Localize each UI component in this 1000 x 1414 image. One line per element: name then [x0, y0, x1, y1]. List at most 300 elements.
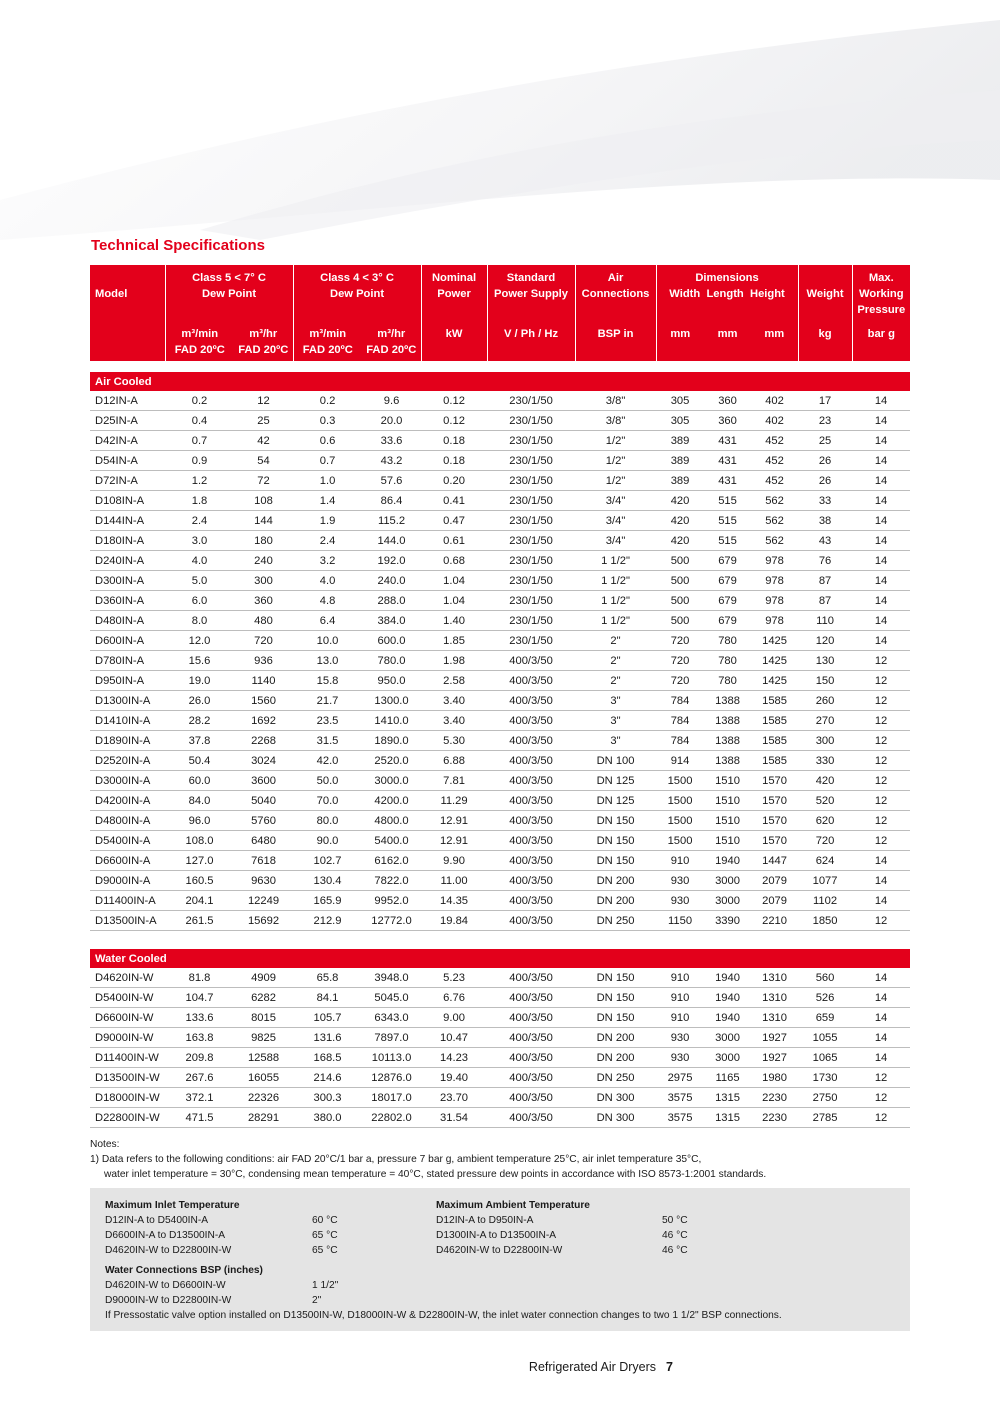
cell-nominal-power: 0.41: [421, 491, 487, 511]
table-row: [90, 831, 910, 851]
cell-model: D4200IN-A: [90, 791, 165, 811]
cell-model: D9000IN-W: [90, 1028, 165, 1048]
cell-nominal-power: 19.84: [421, 911, 487, 931]
header-model: Model: [90, 265, 165, 318]
cell-length: 1510: [704, 791, 751, 811]
cell-air-connection: DN 150: [575, 968, 656, 988]
cell-class4-flow-min: 6.4: [293, 611, 362, 631]
cell-class4-flow-hr: 5045.0: [362, 988, 421, 1008]
info-value: 65 °C: [312, 1230, 338, 1241]
info-label: D9000IN-W to D22800IN-W: [105, 1295, 232, 1306]
unit-width: mm: [656, 318, 704, 361]
cell-height: 452: [751, 431, 798, 451]
cell-width: 1500: [656, 791, 704, 811]
cell-class5-flow-hr: 54: [234, 451, 293, 471]
cell-air-connection: 1/2": [575, 431, 656, 451]
cell-class5-flow-min: 261.5: [165, 911, 234, 931]
cell-class4-flow-min: 1.4: [293, 491, 362, 511]
pressostatic-note: If Pressostatic valve option installed on D13500IN-W, D18000IN-W & D22800IN-W, the inlet water connection changes to two 1 1/2" BSP connections.: [105, 1310, 782, 1321]
cell-model: D18000IN-W: [90, 1088, 165, 1108]
cell-power-supply: 400/3/50: [487, 911, 575, 931]
table-row: [90, 1048, 910, 1068]
table-row: [90, 791, 910, 811]
info-value: 2": [312, 1295, 322, 1306]
cell-length: 1165: [704, 1068, 751, 1088]
table-row: [90, 751, 910, 771]
cell-power-supply: 400/3/50: [487, 811, 575, 831]
cell-class4-flow-hr: 1410.0: [362, 711, 421, 731]
cell-max-pressure: 12: [852, 731, 910, 751]
water-cooled-body: [90, 931, 910, 1128]
unit-class4-min: m³/min FAD 20ºC: [293, 318, 362, 361]
info-label: D4620IN-W to D22800IN-W: [105, 1245, 232, 1256]
cell-max-pressure: 12: [852, 1108, 910, 1128]
cell-length: 679: [704, 571, 751, 591]
cell-width: 500: [656, 571, 704, 591]
cell-class4-flow-min: 380.0: [293, 1108, 362, 1128]
cell-height: 562: [751, 491, 798, 511]
cell-length: 1510: [704, 831, 751, 851]
cell-class5-flow-min: 37.8: [165, 731, 234, 751]
cell-height: 1570: [751, 811, 798, 831]
cell-class5-flow-min: 1.2: [165, 471, 234, 491]
cell-model: D950IN-A: [90, 671, 165, 691]
cell-max-pressure: 12: [852, 1068, 910, 1088]
cell-air-connection: 1/2": [575, 471, 656, 491]
cell-class4-flow-min: 102.7: [293, 851, 362, 871]
cell-length: 1940: [704, 968, 751, 988]
cell-max-pressure: 14: [852, 531, 910, 551]
water-connections-block: [105, 1263, 405, 1308]
unit-vph: V / Ph / Hz: [487, 318, 575, 361]
cell-weight: 17: [798, 391, 852, 411]
cell-width: 720: [656, 671, 704, 691]
notes-heading: Notes:: [90, 1139, 120, 1150]
cell-power-supply: 400/3/50: [487, 751, 575, 771]
cell-length: 515: [704, 511, 751, 531]
cell-width: 3575: [656, 1108, 704, 1128]
cell-height: 2230: [751, 1108, 798, 1128]
cell-weight: 300: [798, 731, 852, 751]
cell-class4-flow-hr: 780.0: [362, 651, 421, 671]
cell-class5-flow-min: 1.8: [165, 491, 234, 511]
cell-width: 2975: [656, 1068, 704, 1088]
cell-length: 1510: [704, 811, 751, 831]
cell-length: 679: [704, 591, 751, 611]
cell-nominal-power: 19.40: [421, 1068, 487, 1088]
cell-model: D11400IN-W: [90, 1048, 165, 1068]
cell-air-connection: 3": [575, 731, 656, 751]
cell-model: D180IN-A: [90, 531, 165, 551]
cell-power-supply: 230/1/50: [487, 551, 575, 571]
cell-air-connection: 1 1/2": [575, 551, 656, 571]
cell-nominal-power: 0.61: [421, 531, 487, 551]
cell-air-connection: DN 200: [575, 891, 656, 911]
cell-weight: 23: [798, 411, 852, 431]
cell-power-supply: 230/1/50: [487, 411, 575, 431]
table-row: [90, 1068, 910, 1088]
cell-height: 1425: [751, 651, 798, 671]
info-row: [105, 1228, 405, 1243]
cell-air-connection: 3/4": [575, 491, 656, 511]
cell-nominal-power: 11.29: [421, 791, 487, 811]
cell-nominal-power: 1.98: [421, 651, 487, 671]
cell-weight: 2750: [798, 1088, 852, 1108]
cell-class4-flow-hr: 12772.0: [362, 911, 421, 931]
cell-class4-flow-hr: 9952.0: [362, 891, 421, 911]
unit-kw: kW: [421, 318, 487, 361]
cell-weight: 38: [798, 511, 852, 531]
cell-width: 305: [656, 391, 704, 411]
cell-power-supply: 400/3/50: [487, 791, 575, 811]
cell-class4-flow-hr: 3948.0: [362, 968, 421, 988]
cell-width: 720: [656, 631, 704, 651]
cell-air-connection: 1 1/2": [575, 611, 656, 631]
cell-model: D13500IN-W: [90, 1068, 165, 1088]
cell-width: 1500: [656, 771, 704, 791]
cell-height: 1585: [751, 711, 798, 731]
cell-length: 1388: [704, 691, 751, 711]
spec-table: [90, 265, 910, 1128]
cell-class5-flow-min: 267.6: [165, 1068, 234, 1088]
cell-length: 431: [704, 431, 751, 451]
cell-height: 1447: [751, 851, 798, 871]
cell-weight: 659: [798, 1008, 852, 1028]
cell-power-supply: 400/3/50: [487, 1068, 575, 1088]
cell-model: D1890IN-A: [90, 731, 165, 751]
cell-height: 1310: [751, 988, 798, 1008]
cell-height: 978: [751, 591, 798, 611]
cell-height: 2210: [751, 911, 798, 931]
cell-model: D144IN-A: [90, 511, 165, 531]
info-label: D4620IN-W to D6600IN-W: [105, 1280, 226, 1291]
cell-class5-flow-min: 372.1: [165, 1088, 234, 1108]
cell-model: D6600IN-A: [90, 851, 165, 871]
cell-max-pressure: 14: [852, 851, 910, 871]
cell-nominal-power: 0.12: [421, 411, 487, 431]
info-label: D12IN-A to D5400IN-A: [105, 1215, 209, 1226]
cell-weight: 25: [798, 431, 852, 451]
header-row-titles: [90, 265, 910, 318]
cell-power-supply: 400/3/50: [487, 871, 575, 891]
cell-length: 780: [704, 671, 751, 691]
cell-class4-flow-min: 131.6: [293, 1028, 362, 1048]
cell-weight: 526: [798, 988, 852, 1008]
cell-length: 431: [704, 451, 751, 471]
info-row: [105, 1293, 405, 1308]
cell-height: 1585: [751, 751, 798, 771]
cell-class4-flow-min: 168.5: [293, 1048, 362, 1068]
table-row: [90, 471, 910, 491]
header-row-units: [90, 318, 910, 361]
table-row: [90, 551, 910, 571]
cell-air-connection: 2": [575, 631, 656, 651]
cell-model: D42IN-A: [90, 431, 165, 451]
cell-weight: 110: [798, 611, 852, 631]
table-row: [90, 811, 910, 831]
background-swoosh: [0, 0, 1000, 260]
table-row: [90, 671, 910, 691]
cell-model: D5400IN-A: [90, 831, 165, 851]
cell-air-connection: 3/8": [575, 391, 656, 411]
table-row: [90, 1088, 910, 1108]
header-class4: Class 4 < 3° C Dew Point: [293, 265, 421, 318]
cell-max-pressure: 14: [852, 968, 910, 988]
cell-max-pressure: 14: [852, 451, 910, 471]
cell-max-pressure: 14: [852, 1028, 910, 1048]
cell-class5-flow-min: 19.0: [165, 671, 234, 691]
cell-class5-flow-hr: 108: [234, 491, 293, 511]
cell-class5-flow-hr: 480: [234, 611, 293, 631]
header-class5: Class 5 < 7° C Dew Point: [165, 265, 293, 318]
table-row: [90, 1028, 910, 1048]
cell-class4-flow-hr: 6343.0: [362, 1008, 421, 1028]
cell-max-pressure: 12: [852, 671, 910, 691]
cell-max-pressure: 14: [852, 591, 910, 611]
cell-nominal-power: 7.81: [421, 771, 487, 791]
cell-class5-flow-hr: 22326: [234, 1088, 293, 1108]
cell-nominal-power: 11.00: [421, 871, 487, 891]
cell-class4-flow-hr: 3000.0: [362, 771, 421, 791]
cell-model: D72IN-A: [90, 471, 165, 491]
cell-class4-flow-hr: 240.0: [362, 571, 421, 591]
cell-nominal-power: 31.54: [421, 1108, 487, 1128]
cell-class4-flow-hr: 2520.0: [362, 751, 421, 771]
cell-max-pressure: 12: [852, 691, 910, 711]
table-row: [90, 511, 910, 531]
table-row: [90, 691, 910, 711]
cell-weight: 120: [798, 631, 852, 651]
cell-class5-flow-min: 2.4: [165, 511, 234, 531]
cell-width: 420: [656, 531, 704, 551]
cell-height: 1570: [751, 831, 798, 851]
unit-length: mm: [704, 318, 751, 361]
cell-class4-flow-min: 1.0: [293, 471, 362, 491]
cell-nominal-power: 9.00: [421, 1008, 487, 1028]
cell-air-connection: 2": [575, 671, 656, 691]
cell-class4-flow-hr: 33.6: [362, 431, 421, 451]
cell-max-pressure: 12: [852, 751, 910, 771]
cell-height: 1585: [751, 731, 798, 751]
cell-model: D11400IN-A: [90, 891, 165, 911]
cell-weight: 720: [798, 831, 852, 851]
cell-power-supply: 400/3/50: [487, 1008, 575, 1028]
cell-max-pressure: 12: [852, 811, 910, 831]
cell-class4-flow-hr: 12876.0: [362, 1068, 421, 1088]
cell-class5-flow-min: 60.0: [165, 771, 234, 791]
cell-air-connection: DN 150: [575, 1008, 656, 1028]
cell-max-pressure: 12: [852, 651, 910, 671]
cell-weight: 420: [798, 771, 852, 791]
cell-air-connection: DN 200: [575, 871, 656, 891]
cell-class4-flow-min: 4.0: [293, 571, 362, 591]
cell-weight: 130: [798, 651, 852, 671]
cell-air-connection: 3/8": [575, 411, 656, 431]
cell-width: 305: [656, 411, 704, 431]
cell-class4-flow-min: 42.0: [293, 751, 362, 771]
cell-model: D360IN-A: [90, 591, 165, 611]
cell-air-connection: 3/4": [575, 531, 656, 551]
cell-width: 500: [656, 591, 704, 611]
cell-height: 402: [751, 411, 798, 431]
cell-model: D13500IN-A: [90, 911, 165, 931]
cell-width: 930: [656, 871, 704, 891]
cell-class5-flow-min: 81.8: [165, 968, 234, 988]
table-row: [90, 431, 910, 451]
table-row: [90, 391, 910, 411]
cell-width: 930: [656, 891, 704, 911]
cell-power-supply: 230/1/50: [487, 531, 575, 551]
cell-max-pressure: 14: [852, 631, 910, 651]
cell-class5-flow-min: 133.6: [165, 1008, 234, 1028]
cell-air-connection: DN 250: [575, 1068, 656, 1088]
cell-power-supply: 400/3/50: [487, 711, 575, 731]
cell-weight: 560: [798, 968, 852, 988]
cell-weight: 26: [798, 451, 852, 471]
cell-class4-flow-min: 300.3: [293, 1088, 362, 1108]
cell-model: D780IN-A: [90, 651, 165, 671]
cell-weight: 43: [798, 531, 852, 551]
unit-pressure: bar g: [852, 318, 910, 361]
cell-class4-flow-min: 84.1: [293, 988, 362, 1008]
cell-class5-flow-hr: 1140: [234, 671, 293, 691]
cell-class5-flow-min: 5.0: [165, 571, 234, 591]
cell-air-connection: DN 300: [575, 1108, 656, 1128]
cell-model: D300IN-A: [90, 571, 165, 591]
cell-class5-flow-min: 209.8: [165, 1048, 234, 1068]
cell-power-supply: 400/3/50: [487, 731, 575, 751]
cell-max-pressure: 14: [852, 391, 910, 411]
cell-width: 930: [656, 1028, 704, 1048]
cell-height: 562: [751, 511, 798, 531]
cell-height: 2079: [751, 871, 798, 891]
cell-length: 1940: [704, 988, 751, 1008]
cell-air-connection: 2": [575, 651, 656, 671]
cell-max-pressure: 14: [852, 471, 910, 491]
unit-height: mm: [751, 318, 798, 361]
cell-class5-flow-hr: 12249: [234, 891, 293, 911]
info-row: [436, 1228, 756, 1243]
cell-weight: 270: [798, 711, 852, 731]
table-row: [90, 631, 910, 651]
cell-class5-flow-min: 6.0: [165, 591, 234, 611]
cell-class4-flow-min: 80.0: [293, 811, 362, 831]
cell-class5-flow-min: 163.8: [165, 1028, 234, 1048]
cell-weight: 1730: [798, 1068, 852, 1088]
cell-length: 1940: [704, 851, 751, 871]
cell-length: 360: [704, 411, 751, 431]
header-power-supply: Standard Power Supply: [487, 265, 575, 318]
cell-height: 452: [751, 471, 798, 491]
cell-nominal-power: 1.04: [421, 571, 487, 591]
cell-class5-flow-hr: 12: [234, 391, 293, 411]
table-row: [90, 651, 910, 671]
cell-width: 500: [656, 611, 704, 631]
cell-model: D3000IN-A: [90, 771, 165, 791]
cell-class5-flow-hr: 6480: [234, 831, 293, 851]
table-row: [90, 1008, 910, 1028]
cell-class4-flow-hr: 57.6: [362, 471, 421, 491]
cell-length: 1315: [704, 1088, 751, 1108]
info-value: 65 °C: [312, 1245, 338, 1256]
cell-power-supply: 400/3/50: [487, 988, 575, 1008]
cell-nominal-power: 5.23: [421, 968, 487, 988]
cell-class4-flow-hr: 4800.0: [362, 811, 421, 831]
air-cooled-body: [90, 361, 910, 931]
cell-class4-flow-min: 50.0: [293, 771, 362, 791]
cell-model: D1410IN-A: [90, 711, 165, 731]
cell-class4-flow-min: 65.8: [293, 968, 362, 988]
cell-width: 500: [656, 551, 704, 571]
inlet-temperature-heading: Maximum Inlet Temperature: [105, 1200, 240, 1211]
cell-air-connection: 3": [575, 711, 656, 731]
section-row-air: [90, 372, 910, 391]
header-dimensions: Dimensions Width Length Height: [656, 265, 798, 318]
cell-power-supply: 230/1/50: [487, 471, 575, 491]
info-value: 1 1/2": [312, 1280, 339, 1291]
cell-class5-flow-min: 0.2: [165, 391, 234, 411]
cell-class4-flow-min: 0.7: [293, 451, 362, 471]
cell-class5-flow-hr: 720: [234, 631, 293, 651]
cell-class5-flow-hr: 9630: [234, 871, 293, 891]
cell-class4-flow-min: 31.5: [293, 731, 362, 751]
cell-class5-flow-hr: 5040: [234, 791, 293, 811]
cell-air-connection: DN 200: [575, 1028, 656, 1048]
cell-class4-flow-hr: 600.0: [362, 631, 421, 651]
section-water-cooled: Water Cooled: [90, 949, 910, 968]
cell-class4-flow-hr: 6162.0: [362, 851, 421, 871]
info-label: D12IN-A to D950IN-A: [436, 1215, 534, 1226]
cell-class5-flow-hr: 1692: [234, 711, 293, 731]
footer-text: Refrigerated Air Dryers: [528, 1360, 657, 1374]
cell-max-pressure: 12: [852, 1088, 910, 1108]
cell-length: 3000: [704, 871, 751, 891]
cell-class5-flow-min: 15.6: [165, 651, 234, 671]
cell-class4-flow-hr: 9.6: [362, 391, 421, 411]
cell-nominal-power: 14.23: [421, 1048, 487, 1068]
table-row: [90, 1108, 910, 1128]
cell-air-connection: DN 200: [575, 1048, 656, 1068]
cell-max-pressure: 14: [852, 1048, 910, 1068]
page-number: 7: [666, 1360, 673, 1374]
info-label: D6600IN-A to D13500IN-A: [105, 1230, 226, 1241]
cell-max-pressure: 14: [852, 571, 910, 591]
cell-class4-flow-min: 3.2: [293, 551, 362, 571]
cell-class4-flow-hr: 950.0: [362, 671, 421, 691]
table-row: [90, 891, 910, 911]
table-row: [90, 531, 910, 551]
cell-class5-flow-hr: 2268: [234, 731, 293, 751]
table-row: [90, 611, 910, 631]
cell-width: 910: [656, 1008, 704, 1028]
cell-class4-flow-min: 0.2: [293, 391, 362, 411]
cell-class5-flow-hr: 9825: [234, 1028, 293, 1048]
cell-width: 784: [656, 731, 704, 751]
footer: [529, 1360, 673, 1374]
cell-power-supply: 230/1/50: [487, 631, 575, 651]
cell-width: 1500: [656, 831, 704, 851]
cell-nominal-power: 9.90: [421, 851, 487, 871]
cell-height: 1425: [751, 631, 798, 651]
cell-width: 910: [656, 968, 704, 988]
cell-power-supply: 400/3/50: [487, 851, 575, 871]
cell-width: 914: [656, 751, 704, 771]
cell-height: 978: [751, 571, 798, 591]
cell-class5-flow-hr: 3600: [234, 771, 293, 791]
cell-class5-flow-hr: 144: [234, 511, 293, 531]
cell-model: D4800IN-A: [90, 811, 165, 831]
info-value: 60 °C: [312, 1215, 338, 1226]
